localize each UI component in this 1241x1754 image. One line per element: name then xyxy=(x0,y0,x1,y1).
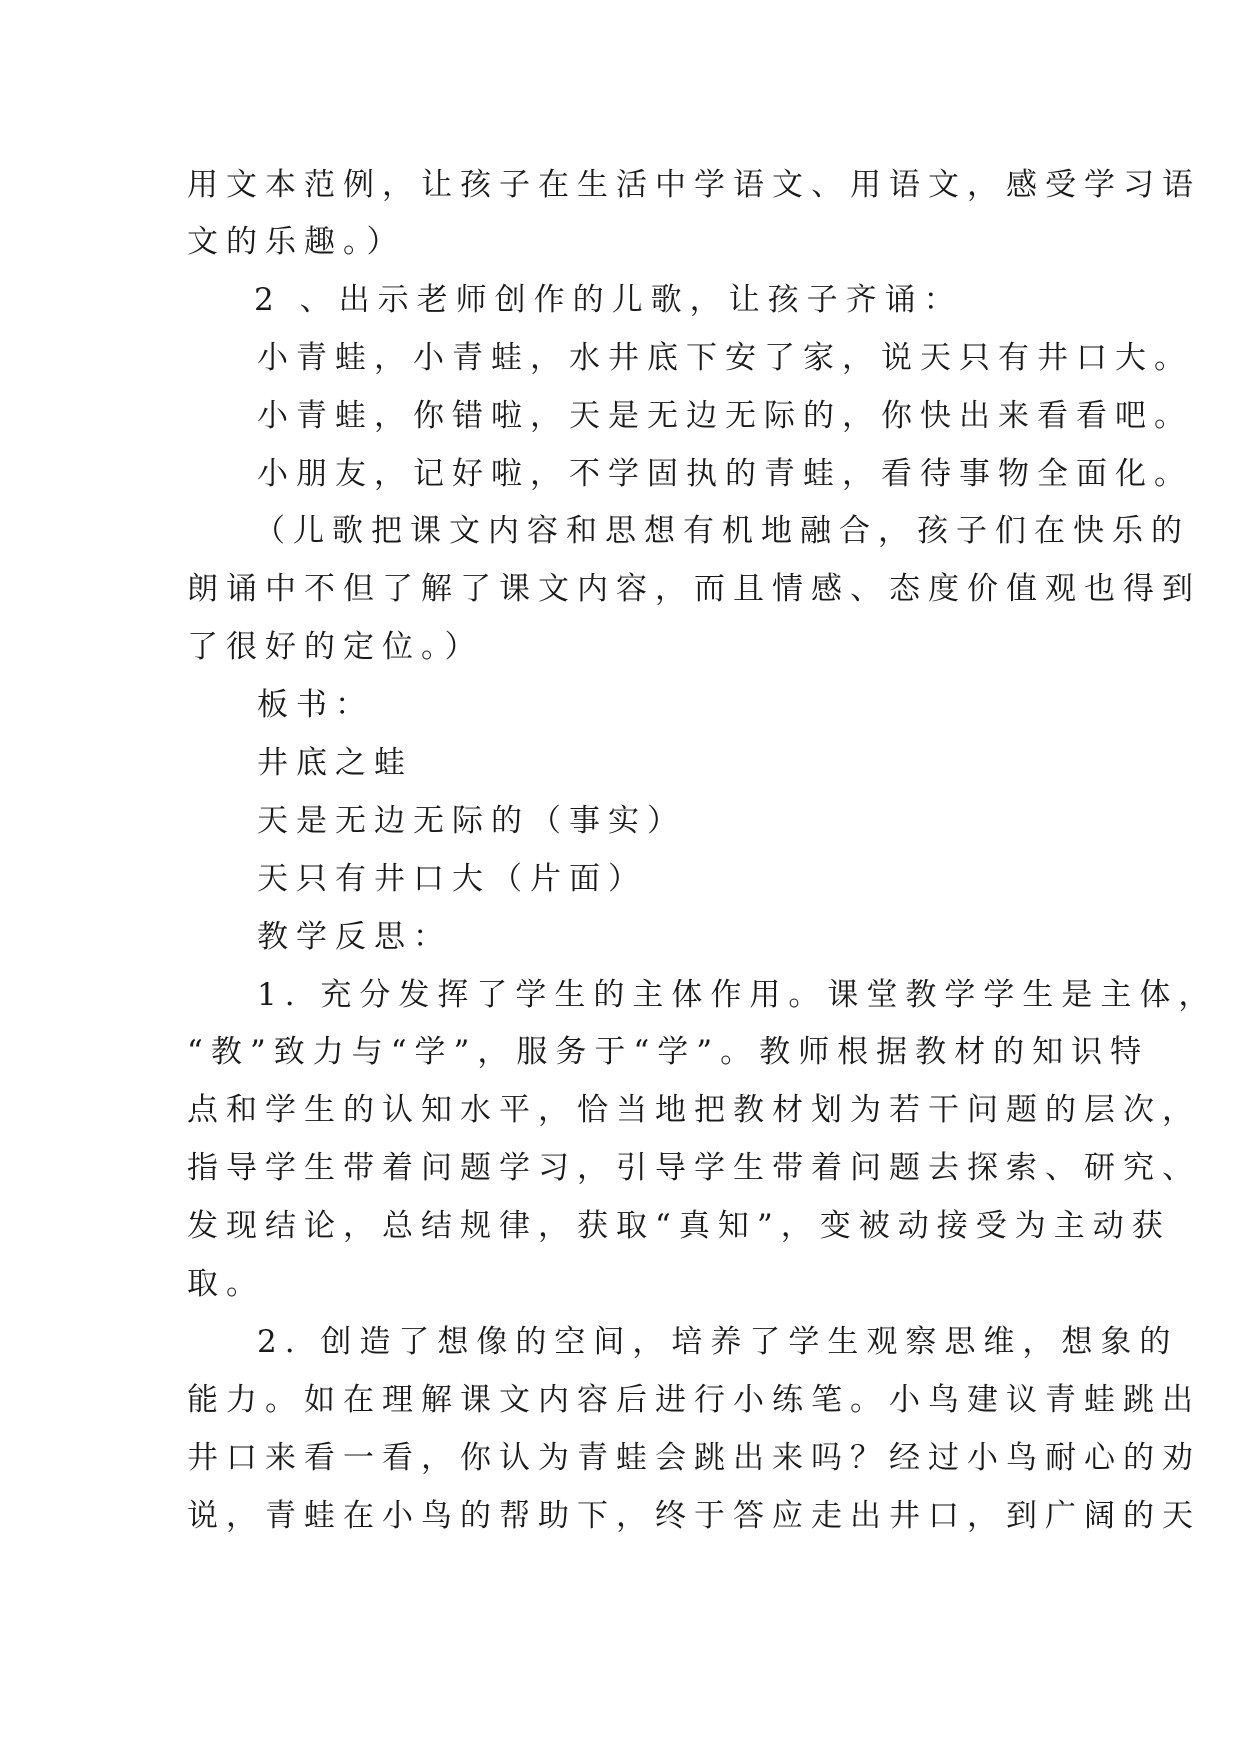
poem-line: 小青蛙，小青蛙，水井底下安了家，说天只有井口大。 xyxy=(257,340,1193,376)
paragraph-line: 2. 创造了想像的空间，培养了学生观察思维，想象的 xyxy=(257,1324,1179,1360)
paragraph-line: 取。 xyxy=(187,1266,265,1302)
board-line: 天只有井口大（片面） xyxy=(257,861,647,897)
paragraph-line: （儿歌把课文内容和思想有机地融合，孩子们在快乐的 xyxy=(254,513,1190,549)
paragraph-line: 说，青蛙在小鸟的帮助下，终于答应走出井口，到广阔的天 xyxy=(187,1498,1201,1534)
board-line: 天是无边无际的（事实） xyxy=(257,803,686,839)
poem-line: 小朋友，记好啦，不学固执的青蛙，看待事物全面化。 xyxy=(257,456,1193,492)
paragraph-line: 用文本范例，让孩子在生活中学语文、用语文，感受学习语 xyxy=(187,167,1201,203)
paragraph-line: 能力。如在理解课文内容后进行小练笔。小鸟建议青蛙跳出 xyxy=(187,1382,1201,1418)
paragraph-line: 文的乐趣。） xyxy=(187,224,406,260)
section-heading: 教学反思： xyxy=(257,919,452,955)
paragraph-line: 朗诵中不但了解了课文内容，而且情感、态度价值观也得到 xyxy=(187,571,1201,607)
paragraph-line: 井口来看一看，你认为青蛙会跳出来吗？经过小鸟耐心的劝 xyxy=(187,1440,1201,1476)
list-item-line: 2 、出示老师创作的儿歌，让孩子齐诵： xyxy=(254,282,963,318)
paragraph-line: 发现结论，总结规律，获取“真知”，变被动接受为主动获 xyxy=(187,1208,1171,1244)
board-line: 井底之蛙 xyxy=(257,745,413,781)
paragraph-line: 1. 充分发挥了学生的主体作用。课堂教学学生是主体， xyxy=(257,977,1218,1013)
section-heading: 板书： xyxy=(257,687,374,723)
paragraph-line: 了很好的定位。） xyxy=(187,629,484,665)
paragraph-line: “教”致力与“学”，服务于“学”。教师根据教材的知识特 xyxy=(187,1034,1150,1070)
paragraph-line: 点和学生的认知水平，恰当地把教材划为若干问题的层次， xyxy=(187,1092,1201,1128)
paragraph-line: 指导学生带着问题学习，引导学生带着问题去探索、研究、 xyxy=(187,1150,1201,1186)
poem-line: 小青蛙，你错啦，天是无边无际的，你快出来看看吧。 xyxy=(257,398,1193,434)
